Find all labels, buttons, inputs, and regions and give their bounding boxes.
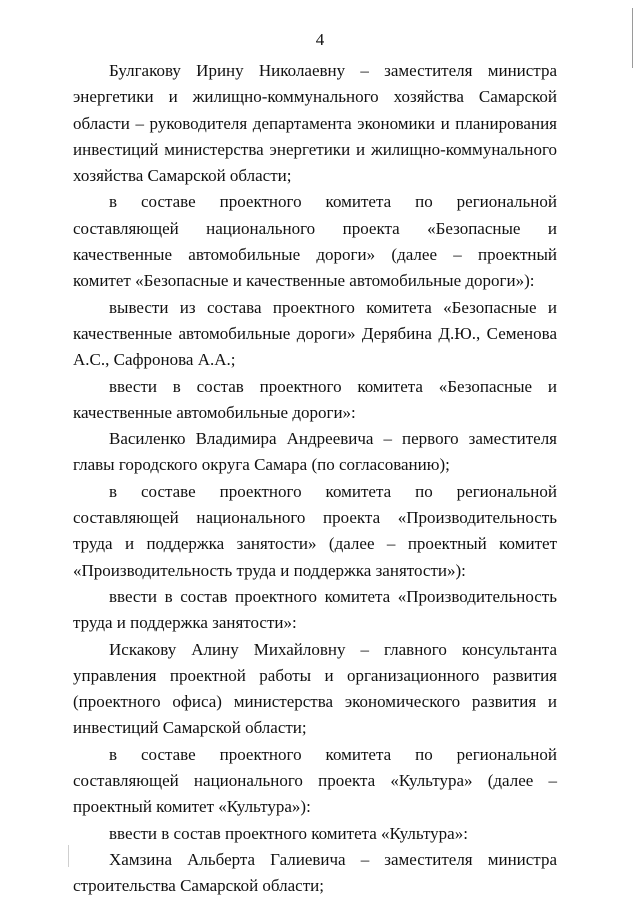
paragraph: ввести в состав проектного комитета «Безопасные и качественные автомобильные дороги»:	[73, 376, 557, 422]
paragraph: Булгакову Ирину Николаевну – заместителя министра энергетики и жилищно-коммунального хозяйства Самарской области – руководителя департамента экономики и планирования инвестиций министерства энергетики и жилищно-коммунального хозяйства Самарской области;	[73, 61, 557, 186]
paragraph: ввести в состав проектного комитета «Культура»:	[109, 823, 468, 843]
paragraph: в составе проектного комитета по региональной составляющей национального проекта «Культура» (далее – проектный комитет «Культура»):	[73, 744, 557, 817]
page-number: 4	[315, 30, 325, 49]
paragraph: в составе проектного комитета по региональной составляющей национального проекта «Производительность труда и поддержка занятости» (далее – проектный комитет «Производительность труда и поддержка занятости»):	[73, 481, 557, 580]
paragraph: вывести из состава проектного комитета «Безопасные и качественные автомобильные дороги» Дерябина Д.Ю., Семенова А.С., Сафронова А.А.;	[73, 297, 557, 370]
scan-bottom-mark	[68, 845, 69, 867]
paragraph: Василенко Владимира Андреевича – первого заместителя главы городского округа Самара (по согласованию);	[73, 429, 557, 475]
paragraph: Хамзина Альберта Галиевича – заместителя министра строительства Самарской области;	[73, 849, 557, 896]
paragraph: в составе проектного комитета по региональной составляющей национального проекта «Безопасные и качественные автомобильные дороги» (далее – проектный комитет «Безопасные и качественные автомобильные дороги»):	[73, 192, 557, 291]
document-body	[73, 58, 557, 900]
paragraph: ввести в состав проектного комитета «Производительность труда и поддержка занятости»:	[73, 586, 557, 633]
paragraph: Искакову Алину Михайловну – главного консультанта управления проектной работы и организационного развития (проектного офиса) министерства экономического развития и инвестиций Самарской области;	[73, 639, 557, 738]
